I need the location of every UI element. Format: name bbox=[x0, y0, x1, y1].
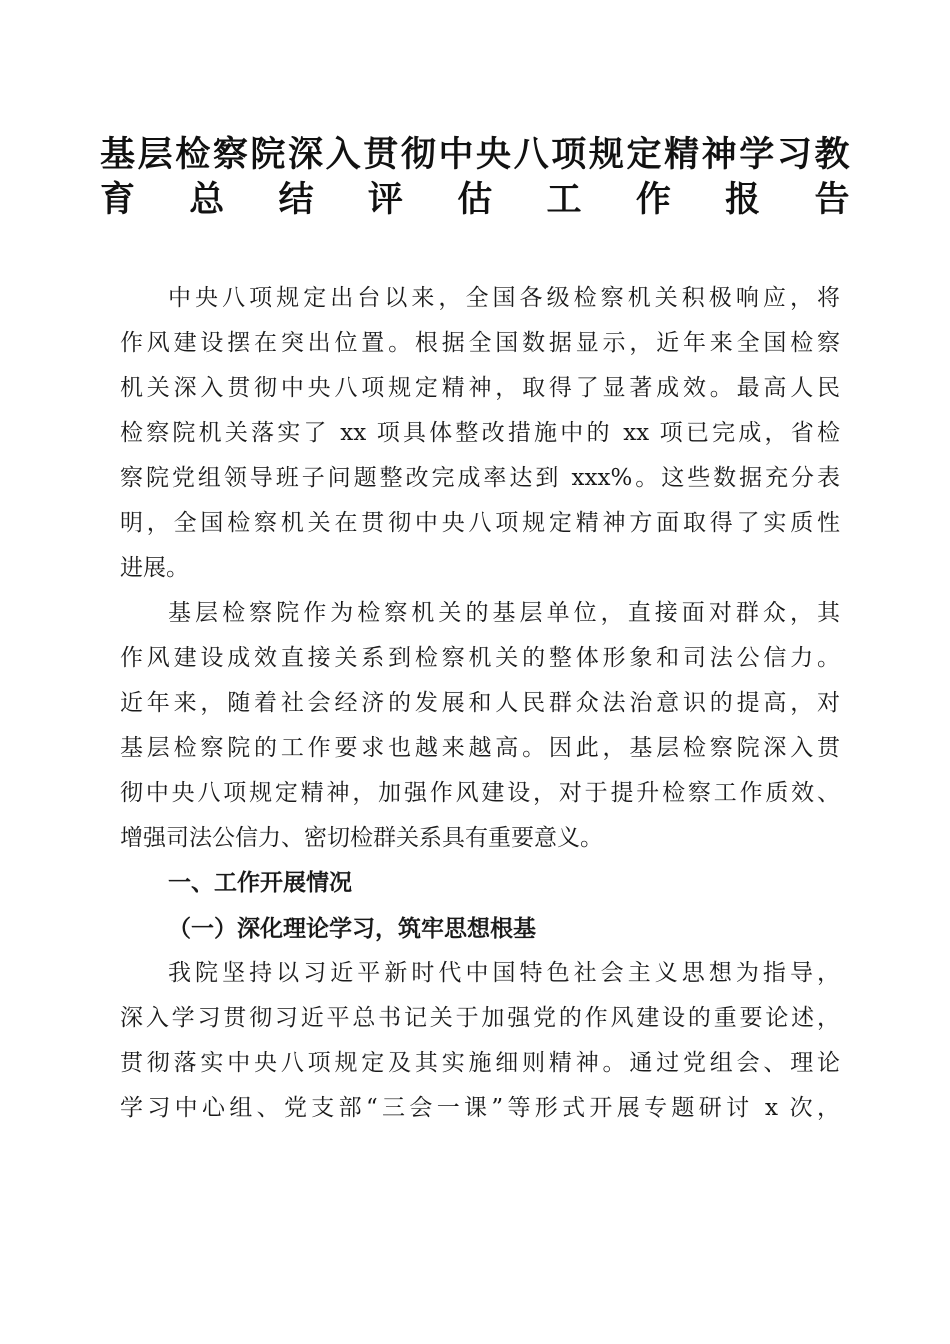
text-line: 学习中心组、党支部“三会一课”等形式开展专题研讨 x 次， bbox=[120, 1095, 840, 1121]
text-line: 检察院机关落实了 xx 项具体整改措施中的 xx 项已完成，省检 bbox=[120, 420, 840, 446]
document-title bbox=[100, 132, 850, 222]
subsection-heading: （一）深化理论学习，筑牢思想根基 bbox=[168, 915, 536, 942]
text-line: 作风建设摆在突出位置。根据全国数据显示，近年来全国检察 bbox=[120, 330, 840, 356]
text-line: 机关深入贯彻中央八项规定精神，取得了显著成效。最高人民 bbox=[120, 375, 840, 401]
text-line: 明，全国检察机关在贯彻中央八项规定精神方面取得了实质性 bbox=[120, 510, 840, 536]
title-line-2: 育总结评估工作报告 bbox=[100, 179, 850, 220]
title-line-1: 基层检察院深入贯彻中央八项规定精神学习教 bbox=[100, 134, 850, 175]
text-line: 近年来，随着社会经济的发展和人民群众法治意识的提高，对 bbox=[120, 690, 840, 716]
section-heading: 一、工作开展情况 bbox=[168, 870, 352, 896]
text-line: 基层检察院作为检察机关的基层单位，直接面对群众，其 bbox=[168, 600, 840, 626]
paragraph-theory-study bbox=[120, 951, 840, 1131]
text-line: 彻中央八项规定精神，加强作风建设，对于提升检察工作质效、 bbox=[120, 780, 840, 806]
text-line: 贯彻落实中央八项规定及其实施细则精神。通过党组会、理论 bbox=[120, 1050, 840, 1076]
text-line: 中央八项规定出台以来，全国各级检察机关积极响应，将 bbox=[168, 285, 840, 311]
text-line: 我院坚持以习近平新时代中国特色社会主义思想为指导， bbox=[168, 960, 840, 986]
text-line: 深入学习贯彻习近平总书记关于加强党的作风建设的重要论述， bbox=[120, 1005, 840, 1031]
text-line: 进展。 bbox=[120, 555, 189, 581]
text-line: 增强司法公信力、密切检群关系具有重要意义。 bbox=[120, 825, 603, 851]
document-body bbox=[120, 276, 840, 1131]
paragraph-significance bbox=[120, 591, 840, 861]
text-line: 作风建设成效直接关系到检察机关的整体形象和司法公信力。 bbox=[120, 645, 840, 671]
text-line: 察院党组领导班子问题整改完成率达到 xxx%。这些数据充分表 bbox=[120, 465, 840, 491]
paragraph-intro bbox=[120, 276, 840, 591]
text-line: 基层检察院的工作要求也越来越高。因此，基层检察院深入贯 bbox=[120, 735, 840, 761]
